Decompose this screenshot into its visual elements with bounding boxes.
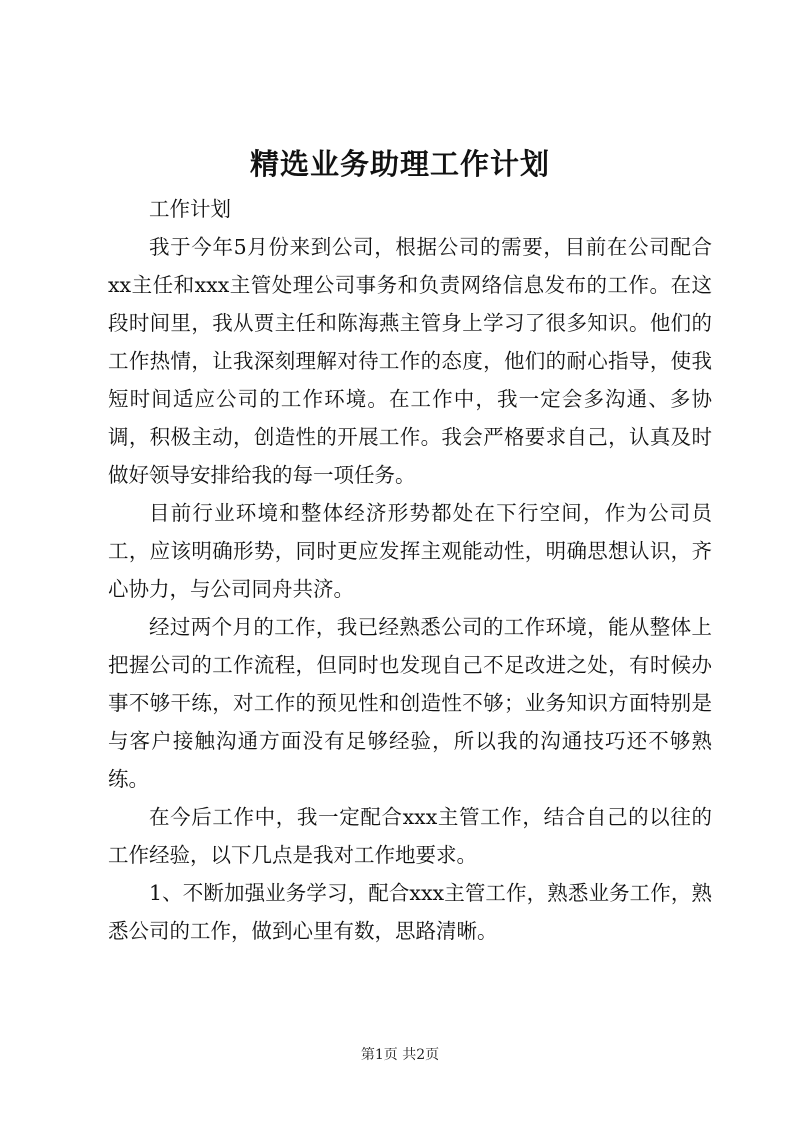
- paragraph: 在今后工作中，我一定配合xxx主管工作，结合自己的以往的工作经验，以下几点是我对工作地要求。: [108, 805, 712, 867]
- paragraph: 经过两个月的工作，我已经熟悉公司的工作环境，能从整体上把握公司的工作流程，但同时也发现自己不足改进之处，有时候办事不够干练，对工作的预见性和创造性不够；业务知识方面特别是与客户接触沟通方面没有足够经验，所以我的沟通技巧还不够熟练。: [108, 615, 712, 791]
- paragraph: 1、不断加强业务学习，配合xxx主管工作，熟悉业务工作，熟悉公司的工作，做到心里有数，思路清晰。: [108, 881, 712, 943]
- page-number-footer: 第1页 共2页: [360, 1047, 440, 1063]
- paragraph: 我于今年5月份来到公司，根据公司的需要，目前在公司配合xx主任和xxx主管处理公司事务和负责网络信息发布的工作。在这段时间里，我从贾主任和陈海燕主管身上学习了很多知识。他们的工作热情，让我深刻理解对待工作的态度，他们的耐心指导，使我短时间适应公司的工作环境。在工作中，我一定会多沟通、多协调，积极主动，创造性的开展工作。我会严格要求自己，认真及时做好领导安排给我的每一项任务。: [108, 235, 712, 487]
- paragraph: 目前行业环境和整体经济形势都处在下行空间，作为公司员工，应该明确形势，同时更应发挥主观能动性，明确思想认识，齐心协力，与公司同舟共济。: [108, 501, 712, 601]
- document-body: [108, 190, 712, 950]
- section-heading: 工作计划: [149, 197, 231, 221]
- document-title: 精选业务助理工作计划: [249, 147, 550, 181]
